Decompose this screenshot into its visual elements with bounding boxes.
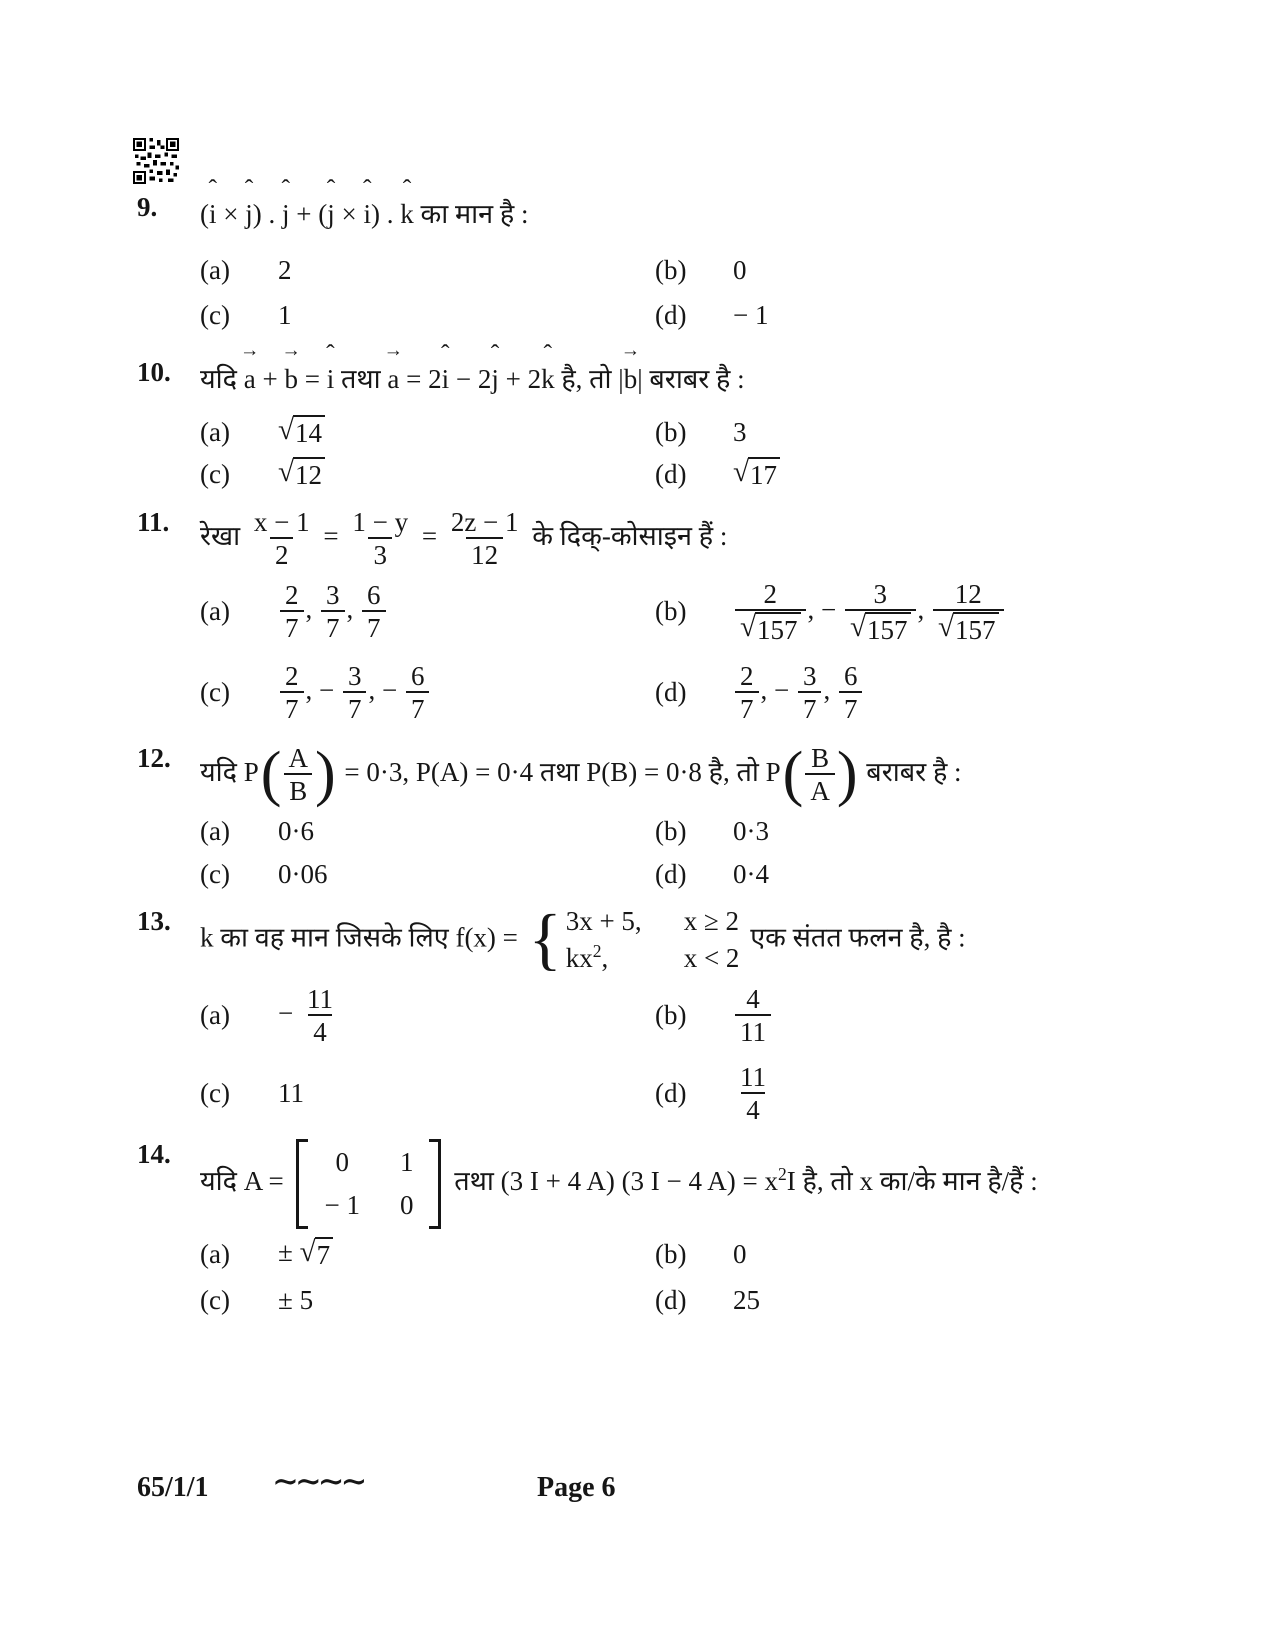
option-label: (c)	[200, 677, 230, 708]
option-label: (b)	[655, 596, 687, 627]
footer-page-number: Page 6	[537, 1472, 616, 1503]
option-label: (b)	[655, 416, 687, 447]
option-value: 1	[278, 299, 292, 330]
option-value: 0·6	[278, 815, 314, 846]
option-d	[655, 1062, 773, 1125]
option-label: (b)	[655, 1238, 687, 1269]
option-value: √ 12	[278, 457, 325, 491]
question-10	[137, 338, 1197, 492]
option-label: (b)	[655, 1000, 687, 1031]
option-value: 0·4	[733, 858, 769, 889]
question-14	[137, 1139, 1197, 1316]
option-value: 25	[733, 1285, 760, 1315]
option-value: 2	[278, 254, 292, 285]
option-a	[200, 415, 655, 449]
option-a	[200, 816, 655, 847]
option-b	[655, 1239, 747, 1270]
option-value: 0	[733, 1238, 747, 1269]
option-label: (c)	[200, 458, 230, 489]
option-value: $\frac{2}{7}$ , $\frac{3}{7}$ , $\frac{6}{7}$	[278, 580, 388, 643]
question-text: यदि → a + → b = ˆ i तथा → a = 2 ˆ i − 2 ˆ j + 2 ˆ k है, तो | → b| बराबर है :	[200, 338, 745, 394]
option-label: (a)	[200, 1238, 230, 1269]
option-d	[655, 300, 768, 331]
question-11	[137, 507, 1197, 724]
question-number: 14.	[137, 1139, 171, 1169]
option-value: 0·06	[278, 858, 328, 889]
option-label: (d)	[655, 458, 687, 489]
option-label: (b)	[655, 815, 687, 846]
option-value: √ 17	[733, 457, 780, 491]
option-label: (d)	[655, 858, 687, 889]
option-value: $\frac{2}{7}$ , − $\frac{3}{7}$ , − $\frac{6}{7}$	[278, 661, 431, 724]
option-label: (d)	[655, 677, 687, 708]
option-value: $\frac{2}{7}$ , − $\frac{3}{7}$ , $\frac{6}{7}$	[733, 661, 864, 724]
question-number: 11.	[137, 507, 170, 538]
option-value: 2 √ 157 , − 3 √ 157 , 12 √ 157	[733, 579, 1006, 645]
option-value: ± √ 7	[278, 1237, 333, 1271]
option-label: (a)	[200, 596, 230, 627]
question-text: k का वह मान जिसके लिए f(x) = { 3x + 5, x ≥ 2 $kx^2$, x < 2 एक संतत फलन है, है :	[200, 901, 966, 978]
option-value: − $\frac{11}{4}$	[278, 984, 333, 1048]
option-value: $\frac{11}{4}$	[740, 1061, 766, 1125]
option-value: 11	[278, 1077, 304, 1108]
option-value: 0	[733, 254, 747, 285]
question-text: यदि P ( $\frac{A}{B}$ ) = 0·3, P(A) = 0·4 तथा P(B) = 0·8 है, तो P ( $\frac{B}{A}$ ) बराबर है :	[200, 739, 962, 808]
question-text: रेखा $\frac{x - 1}{2}$ = $\frac{1 - y}{3}$ = $\frac{2z - 1}{12}$ के दिक्-कोसाइन हैं :	[200, 507, 728, 571]
question-number: 12.	[137, 742, 171, 773]
question-number: 13.	[137, 905, 171, 936]
option-label: (c)	[200, 299, 230, 330]
question-12	[137, 739, 1197, 890]
option-a	[200, 255, 655, 286]
option-label: (a)	[200, 1000, 230, 1031]
option-d	[655, 859, 769, 890]
option-label: (a)	[200, 416, 230, 447]
question-number: 10.	[137, 356, 171, 387]
option-a	[200, 984, 655, 1047]
option-c	[200, 300, 655, 331]
option-b	[655, 255, 747, 286]
option-c	[200, 661, 655, 724]
option-b	[655, 984, 773, 1047]
option-b	[655, 417, 747, 448]
option-b	[655, 816, 769, 847]
option-label: (d)	[655, 299, 687, 330]
question-number: 9.	[137, 192, 158, 222]
option-d	[655, 1285, 760, 1316]
option-a	[200, 580, 655, 643]
option-label: (d)	[655, 1285, 687, 1315]
question-text: ( ˆ i × ˆ j) . ˆ j + ( ˆ j × ˆ i) . ˆ k का मान है :	[200, 174, 529, 229]
option-c	[200, 859, 655, 890]
option-value: 0·3	[733, 815, 769, 846]
option-value: − 1	[733, 299, 769, 330]
option-c	[200, 1078, 655, 1109]
question-9	[137, 174, 1197, 331]
option-label: (b)	[655, 254, 687, 285]
question-text: यदि A = 0 1 − 1 0 तथा (3 I + 4 A) (3 I − 4 $A) = x^2I$ है, तो x का/के मान है/हैं :	[200, 1139, 1197, 1229]
option-b	[655, 579, 1006, 645]
option-d	[655, 661, 864, 724]
option-label: (a)	[200, 254, 230, 285]
option-value: √ 14	[278, 415, 325, 449]
option-c	[200, 457, 655, 491]
option-value: $\frac{4}{11}$	[733, 984, 773, 1047]
option-c	[200, 1285, 655, 1316]
option-label: (c)	[200, 1077, 230, 1108]
footer-paper-code: 65/1/1	[137, 1472, 209, 1503]
option-a	[200, 1237, 655, 1271]
footer-squiggle: ∼∼∼∼	[272, 1463, 364, 1499]
option-value: 3	[733, 416, 747, 447]
option-label: (c)	[200, 1285, 230, 1315]
question-13	[137, 901, 1197, 1125]
option-d	[655, 457, 780, 491]
option-label: (d)	[655, 1077, 687, 1108]
page-content	[137, 138, 1197, 1316]
option-value: ± 5	[278, 1285, 314, 1315]
option-label: (a)	[200, 815, 230, 846]
qr-code-icon	[133, 138, 179, 184]
option-label: (c)	[200, 858, 230, 889]
